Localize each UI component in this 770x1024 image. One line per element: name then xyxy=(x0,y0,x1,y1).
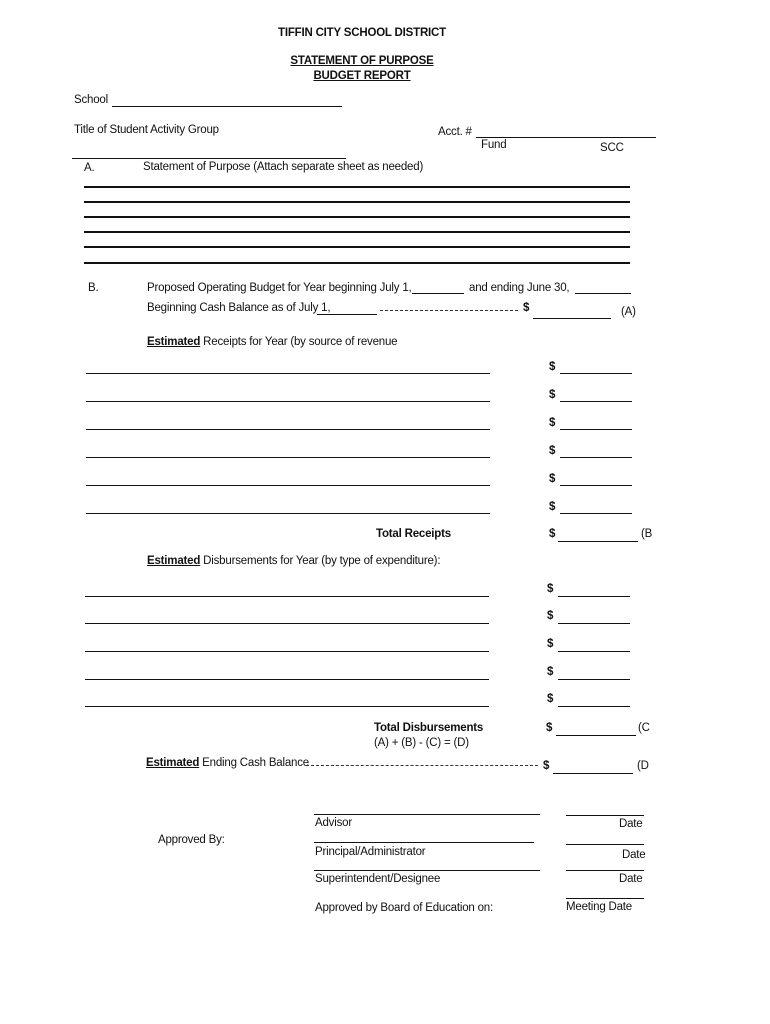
ending-heading: Ending Cash Balance xyxy=(202,757,309,769)
budget-end-label: and ending June 30, xyxy=(469,282,570,294)
dollar-sign: $ xyxy=(549,445,556,457)
receipts-heading: Receipts for Year (by source of revenue xyxy=(203,336,398,348)
superintendent-date-label: Date xyxy=(619,873,643,885)
dollar-sign: $ xyxy=(543,760,550,772)
form-title: STATEMENT OF PURPOSE xyxy=(290,55,434,67)
marker-b: (B xyxy=(641,528,653,540)
cash-balance-label: Beginning Cash Balance as of July 1, xyxy=(147,302,331,314)
ending-heading-emph: Estimated xyxy=(146,757,200,769)
group-field[interactable] xyxy=(72,158,346,159)
superintendent-date-field[interactable] xyxy=(566,870,644,871)
cash-balance-date-field[interactable] xyxy=(317,314,377,315)
scc-label: SCC xyxy=(600,142,624,154)
fund-label: Fund xyxy=(481,139,507,151)
dollar-sign: $ xyxy=(549,417,556,429)
school-field[interactable] xyxy=(112,106,342,107)
total-disbursements-field[interactable] xyxy=(556,735,636,736)
section-a-label: Statement of Purpose (Attach separate sheet as needed) xyxy=(143,161,424,173)
meeting-date-field[interactable] xyxy=(566,898,644,899)
receipt-source-field[interactable] xyxy=(86,457,490,458)
principal-date-label: Date xyxy=(622,849,646,861)
dollar-sign: $ xyxy=(547,583,554,595)
expenditure-amount-field[interactable] xyxy=(558,679,630,680)
marker-a: (A) xyxy=(621,306,636,318)
dollar-sign: $ xyxy=(523,302,530,314)
cash-balance-amount-field[interactable] xyxy=(533,318,611,319)
marker-d: (D xyxy=(637,760,649,772)
superintendent-signature-field[interactable] xyxy=(314,870,540,871)
group-label: Title of Student Activity Group xyxy=(74,124,219,136)
acct-label: Acct. # xyxy=(438,126,472,138)
section-a-letter: A. xyxy=(84,162,95,174)
receipt-amount-field[interactable] xyxy=(560,513,632,514)
dollar-sign: $ xyxy=(549,501,556,513)
purpose-line[interactable] xyxy=(84,246,630,248)
receipt-source-field[interactable] xyxy=(86,485,490,486)
purpose-line[interactable] xyxy=(84,216,630,218)
expenditure-type-field[interactable] xyxy=(85,651,489,652)
purpose-line[interactable] xyxy=(84,262,630,264)
advisor-label: Advisor xyxy=(315,817,352,829)
dollar-sign: $ xyxy=(547,610,554,622)
expenditure-type-field[interactable] xyxy=(85,706,489,707)
principal-date-field[interactable] xyxy=(566,844,644,845)
expenditure-amount-field[interactable] xyxy=(558,623,630,624)
expenditure-type-field[interactable] xyxy=(85,623,489,624)
receipt-amount-field[interactable] xyxy=(560,429,632,430)
receipt-amount-field[interactable] xyxy=(560,457,632,458)
receipt-source-field[interactable] xyxy=(86,373,490,374)
total-receipts-field[interactable] xyxy=(558,541,638,542)
expenditure-amount-field[interactable] xyxy=(558,706,630,707)
purpose-line[interactable] xyxy=(84,201,630,203)
dollar-sign: $ xyxy=(546,722,553,734)
purpose-line[interactable] xyxy=(84,231,630,233)
receipt-source-field[interactable] xyxy=(86,401,490,402)
dollar-sign: $ xyxy=(547,638,554,650)
budget-start-year-field[interactable] xyxy=(412,293,464,294)
ending-balance-field[interactable] xyxy=(553,773,633,774)
total-disbursements-label: Total Disbursements xyxy=(374,722,484,734)
advisor-date-label: Date xyxy=(619,818,643,830)
form-subtitle: BUDGET REPORT xyxy=(313,70,411,82)
budget-year-label: Proposed Operating Budget for Year beginning July 1, xyxy=(147,282,412,294)
leader-dashes xyxy=(380,310,518,311)
dollar-sign: $ xyxy=(547,693,554,705)
dollar-sign: $ xyxy=(547,666,554,678)
principal-label: Principal/Administrator xyxy=(315,846,426,858)
total-receipts-label: Total Receipts xyxy=(376,528,451,540)
marker-c: (C xyxy=(638,722,650,734)
principal-signature-field[interactable] xyxy=(314,842,534,843)
section-b-letter: B. xyxy=(88,282,99,294)
dollar-sign: $ xyxy=(549,473,556,485)
acct-field[interactable] xyxy=(476,137,656,138)
budget-end-year-field[interactable] xyxy=(575,293,631,294)
receipt-amount-field[interactable] xyxy=(560,401,632,402)
receipt-source-field[interactable] xyxy=(86,513,490,514)
dollar-sign: $ xyxy=(549,389,556,401)
superintendent-label: Superintendent/Designee xyxy=(315,873,441,885)
disbursements-heading: Disbursements for Year (by type of expenditure): xyxy=(203,555,441,567)
expenditure-type-field[interactable] xyxy=(85,679,489,680)
balance-formula: (A) + (B) - (C) = (D) xyxy=(374,737,469,749)
receipts-heading-emph: Estimated xyxy=(147,336,201,348)
approved-by-label: Approved By: xyxy=(158,834,225,846)
expenditure-type-field[interactable] xyxy=(85,596,489,597)
advisor-date-field[interactable] xyxy=(566,815,644,816)
board-approval-label: Approved by Board of Education on: xyxy=(315,902,493,914)
school-label: School xyxy=(74,94,108,106)
purpose-line[interactable] xyxy=(84,186,630,188)
dollar-sign: $ xyxy=(549,528,556,540)
receipt-amount-field[interactable] xyxy=(560,485,632,486)
meeting-date-label: Meeting Date xyxy=(566,901,632,913)
receipt-amount-field[interactable] xyxy=(560,373,632,374)
receipt-source-field[interactable] xyxy=(86,429,490,430)
expenditure-amount-field[interactable] xyxy=(558,596,630,597)
leader-dashes xyxy=(306,765,538,766)
dollar-sign: $ xyxy=(549,361,556,373)
disbursements-heading-emph: Estimated xyxy=(147,555,201,567)
advisor-signature-field[interactable] xyxy=(314,814,540,815)
district-name: TIFFIN CITY SCHOOL DISTRICT xyxy=(278,27,446,39)
expenditure-amount-field[interactable] xyxy=(558,651,630,652)
